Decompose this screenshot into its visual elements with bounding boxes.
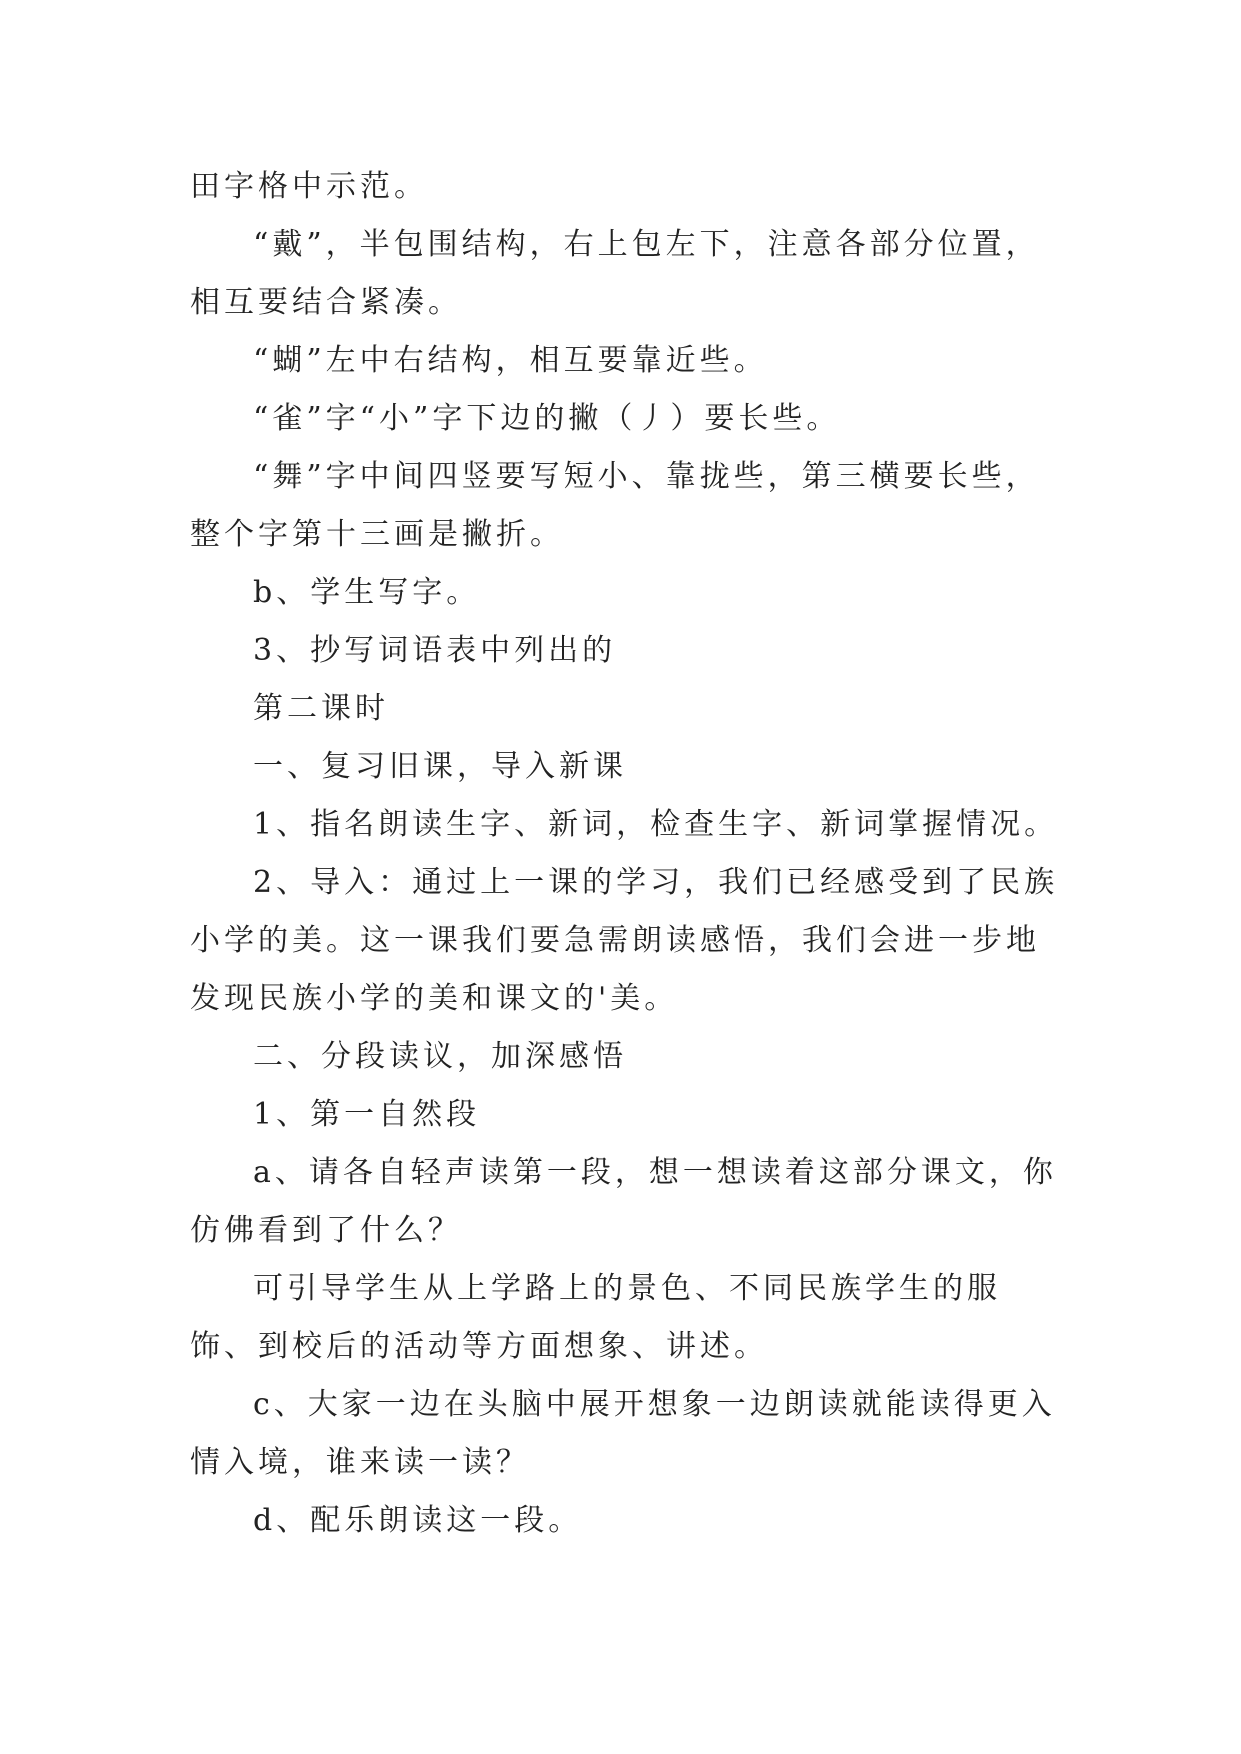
paragraph-10: 1、指名朗读生字、新词，检查生字、新词掌握情况。	[253, 807, 1059, 842]
paragraph-4: “雀”字“小”字下边的撇（丿）要长些。	[253, 401, 841, 436]
lesson-heading: 第二课时	[253, 691, 389, 726]
paragraph-16: c、大家一边在头脑中展开想象一边朗读就能读得更入情入境，谁来读一读？	[190, 1387, 1056, 1480]
paragraph-7: 3、抄写词语表中列出的	[253, 633, 617, 668]
paragraph-15: 可引导学生从上学路上的景色、不同民族学生的服饰、到校后的活动等方面想象、讲述。	[190, 1271, 1001, 1364]
paragraph-14: a、请各自轻声读第一段，想一想读着这部分课文，你仿佛看到了什么？	[190, 1155, 1057, 1248]
paragraph-3: “蝴”左中右结构，相互要靠近些。	[253, 343, 768, 378]
paragraph-13: 1、第一自然段	[253, 1097, 481, 1132]
document-body	[190, 158, 1065, 1550]
paragraph-1: 田字格中示范。	[190, 169, 428, 204]
section-heading-2: 二、分段读议，加深感悟	[253, 1039, 627, 1074]
paragraph-2: “戴”，半包围结构，右上包左下，注意各部分位置，相互要结合紧凑。	[190, 227, 1040, 320]
paragraph-6: b、学生写字。	[253, 575, 481, 610]
section-heading-1: 一、复习旧课，导入新课	[253, 749, 627, 784]
paragraph-11: 2、导入：通过上一课的学习，我们已经感受到了民族小学的美。这一课我们要急需朗读感悟，我们会进一步地发现民族小学的美和课文的'美。	[190, 865, 1059, 1016]
paragraph-17: d、配乐朗读这一段。	[253, 1503, 583, 1538]
paragraph-5: “舞”字中间四竖要写短小、靠拢些，第三横要长些，整个字第十三画是撇折。	[190, 459, 1040, 552]
